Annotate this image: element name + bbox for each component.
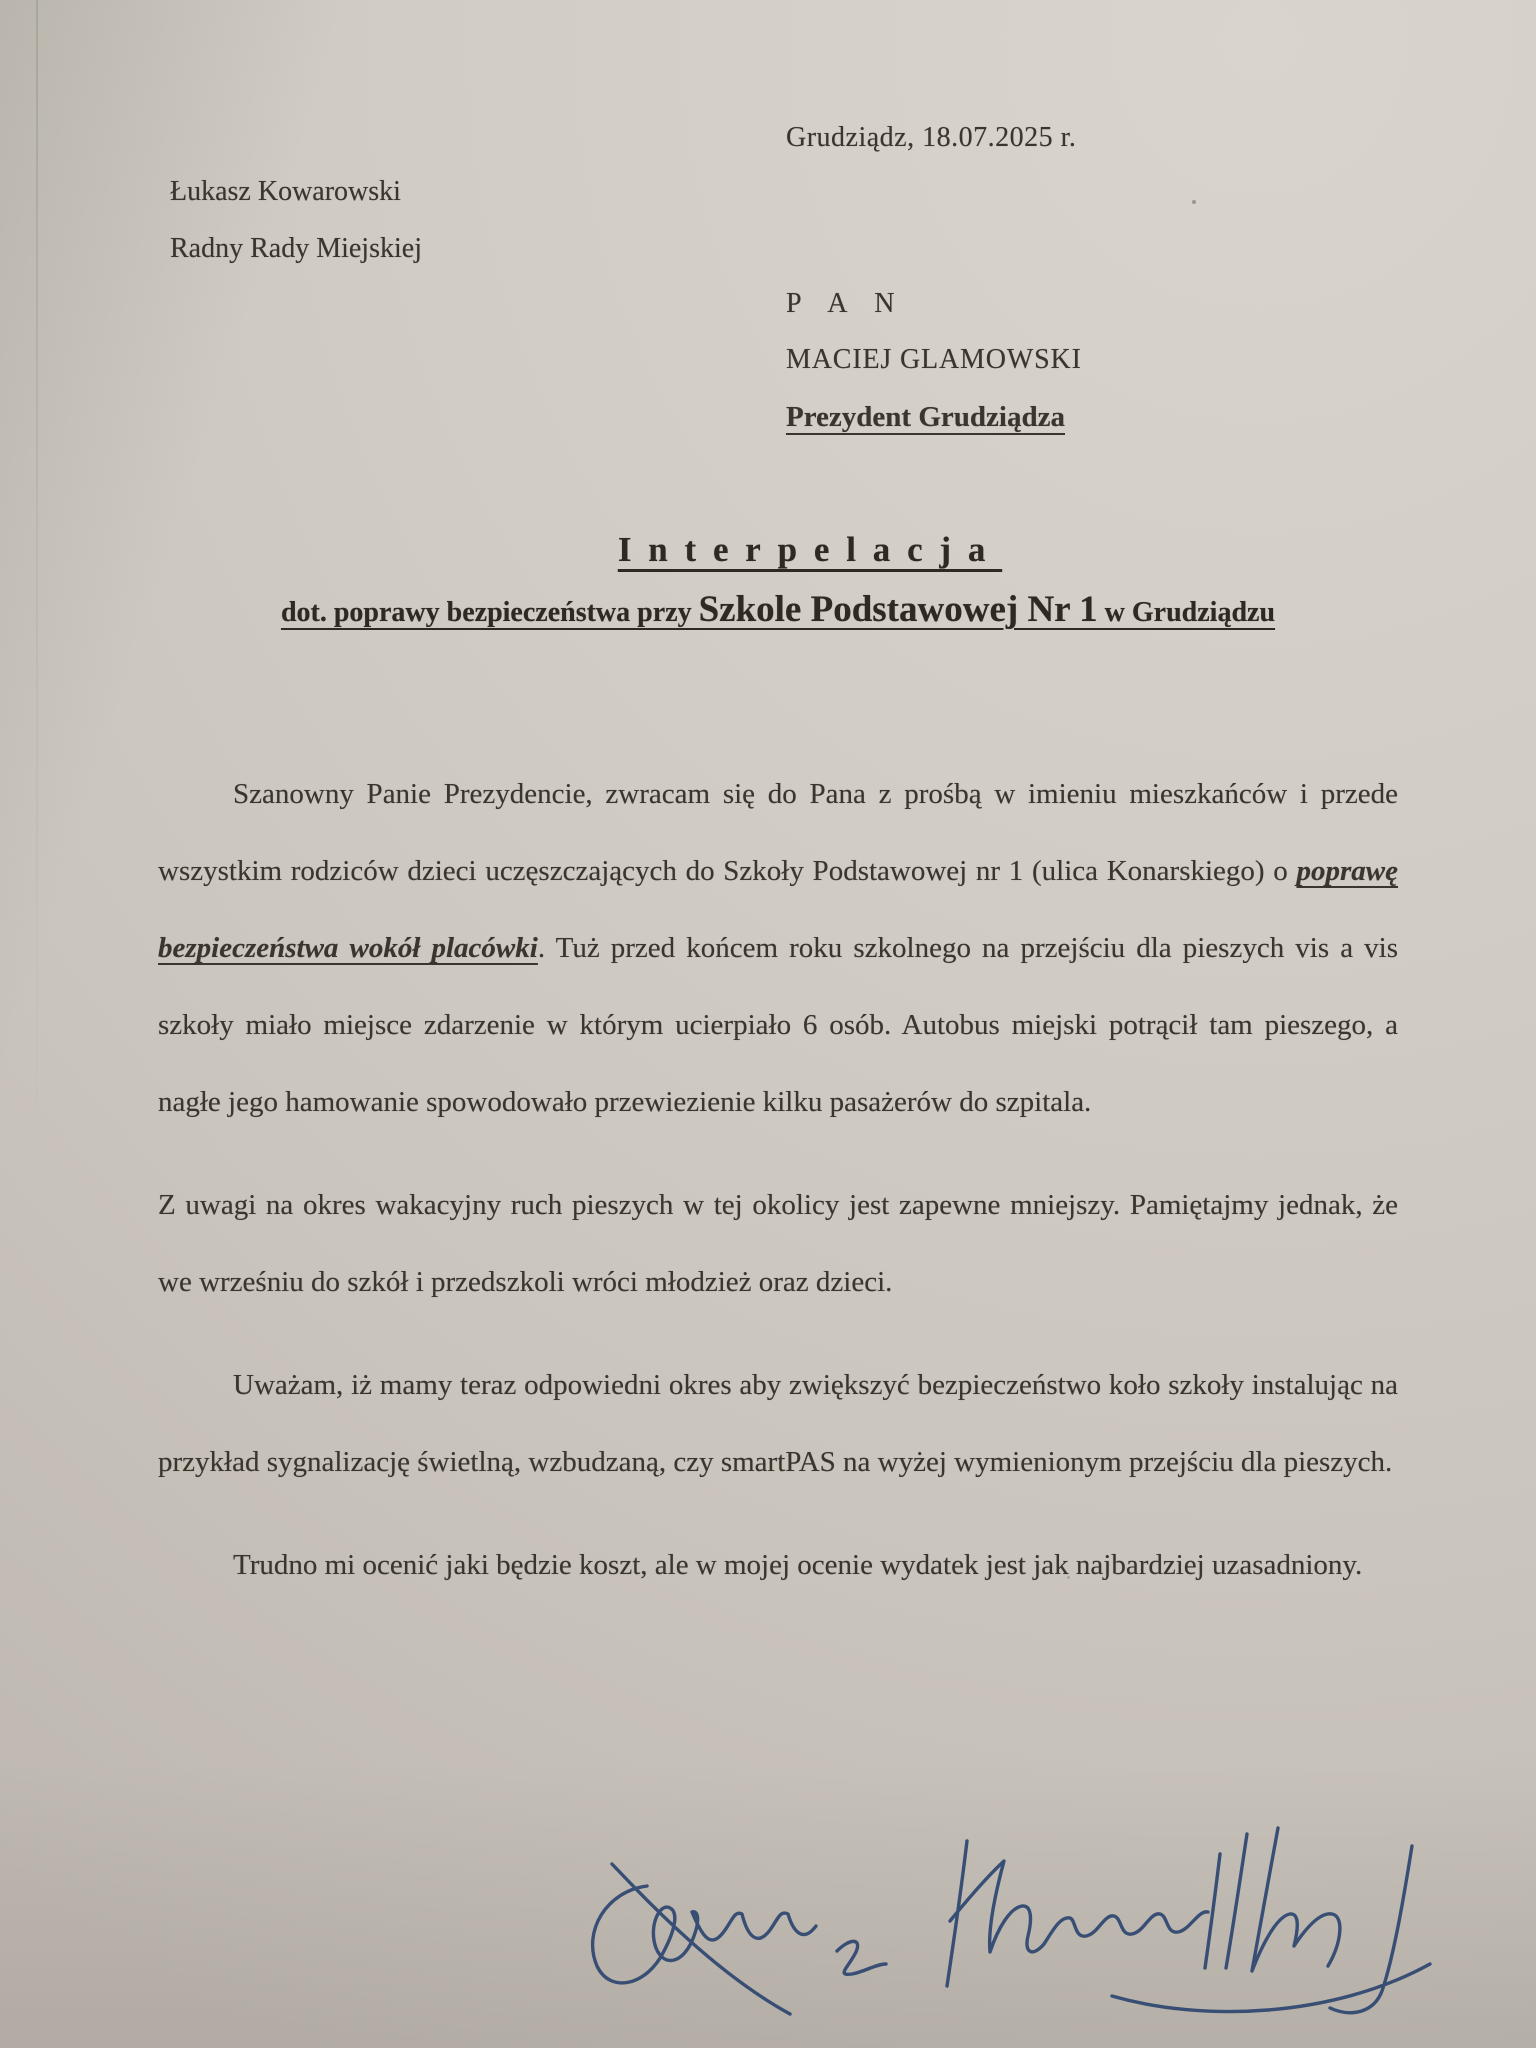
paragraph-1-text-b: . Tuż przed końcem roku szkolnego na przejściu dla pieszych vis a vis szkoły miało miejsce zdarzenie w którym ucierpiało 6 osób. Autobus miejski potrącił tam pieszego, a nagłe jego hamowanie spowodowało przewiezienie kilku pasażerów do szpitala. — [158, 932, 1398, 1118]
subtitle-suffix: w Grudziądzu — [1097, 597, 1276, 628]
paragraph-4: Trudno mi ocenić jaki będzie koszt, ale w mojej ocenie wydatek jest jak najbardziej uzasadniony. — [233, 1549, 1363, 1581]
paragraph-1 — [158, 756, 1398, 1141]
recipient-name: MACIEJ GLAMOWSKI — [786, 344, 1082, 375]
subtitle-prefix: dot. poprawy bezpieczeństwa przy — [280, 597, 699, 628]
letter-subtitle-underlined — [280, 589, 1276, 630]
recipient-role: Prezydent Grudziądza — [786, 401, 1065, 433]
sender-role: Radny Rady Miejskiej — [170, 233, 422, 264]
letter-title — [190, 530, 1430, 570]
subtitle-emphasis: Szkole Podstawowej Nr 1 — [698, 589, 1098, 630]
paragraph-1-highlight: poprawę bezpieczeństwa wokół placówki — [158, 855, 1398, 964]
paper-speck — [1192, 200, 1196, 204]
letter-title-text: Interpelacja — [617, 530, 1003, 569]
letter-subtitle — [120, 588, 1436, 631]
paragraph-2: Z uwagi na okres wakacyjny ruch pieszych w tej okolicy jest zapewne mniejszy. Pamiętajmy jednak, że we wrześniu do szkół i przedszkoli wróci młodzież oraz dzieci. — [158, 1189, 1398, 1298]
paragraph-1-text-a: Szanowny Panie Prezydencie, zwracam się do Pana z prośbą w imieniu mieszkańców i przede wszystkim rodziców dzieci uczęszczających do Szkoły Podstawowej nr 1 (ulica Konarskiego) o — [158, 778, 1398, 887]
recipient-salutation: P A N — [786, 288, 906, 319]
signature-stroke — [593, 1828, 1430, 2014]
letter-body — [158, 756, 1398, 1604]
date-line: Grudziądz, 18.07.2025 r. — [786, 122, 1077, 153]
paragraph-3: Uważam, iż mamy teraz odpowiedni okres aby zwiększyć bezpieczeństwo koło szkoły instalując na przykład sygnalizację świetlną, wzbudzaną, czy smartPAS na wyżej wymienionym przejściu dla pieszych. — [158, 1369, 1398, 1478]
handwritten-signature — [552, 1816, 1457, 2041]
paper-crease-line — [36, 0, 38, 1400]
sender-name: Łukasz Kowarowski — [170, 176, 401, 207]
